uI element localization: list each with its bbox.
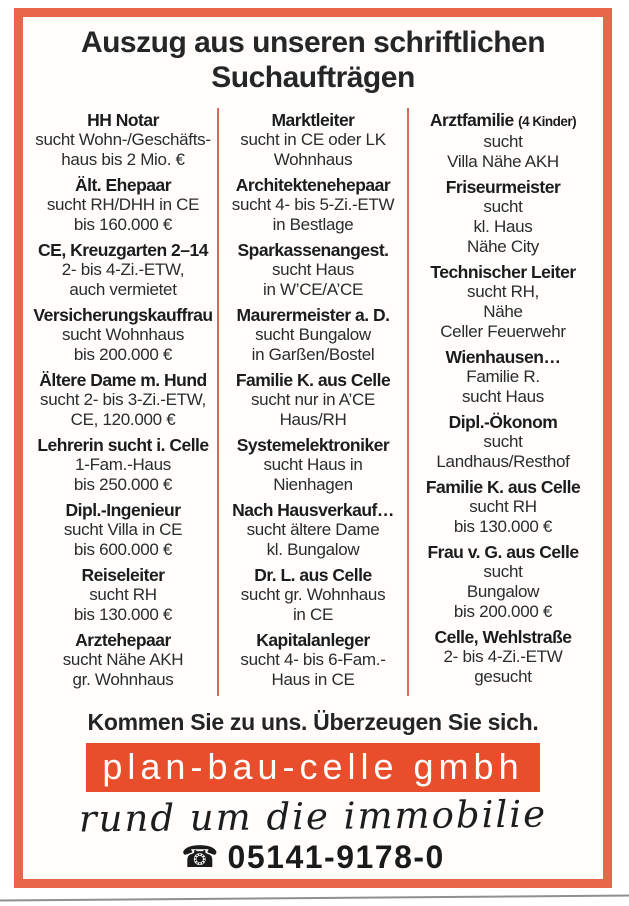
entry-header-text: Celle, Wehlstraße xyxy=(434,627,572,647)
search-entry xyxy=(412,347,594,407)
entry-header-text: Versicherungskauffrau xyxy=(33,305,213,325)
entry-line: sucht Haus xyxy=(271,260,355,279)
entry-header-text: Sparkassenangest. xyxy=(237,240,389,260)
entry-header xyxy=(412,262,594,282)
company-banner-row xyxy=(23,743,603,792)
search-entry xyxy=(412,177,594,257)
entry-header xyxy=(32,175,214,195)
search-entry xyxy=(222,175,404,235)
entry-header-text: CE, Kreuzgarten 2–14 xyxy=(38,240,208,260)
entry-header-text: Nach Hausverkauf… xyxy=(232,500,394,520)
search-entry xyxy=(412,110,594,172)
entry-line: sucht ältere Dame xyxy=(246,520,380,539)
slogan-text: Kommen Sie zu uns. Überzeugen Sie sich. xyxy=(87,709,539,735)
entry-line: sucht 4- bis 6-Fam.- xyxy=(240,650,386,669)
entry-line: sucht xyxy=(483,132,523,151)
column-left xyxy=(29,108,217,696)
phone-number: 05141-9178-0 xyxy=(227,839,445,875)
entry-header-text: Ältere Dame m. Hund xyxy=(39,370,207,390)
entry-line: 2- bis 4-Zi.-ETW, xyxy=(61,260,185,279)
entry-header xyxy=(412,542,594,562)
entry-line: Haus/RH xyxy=(279,410,347,429)
company-tagline: rund um die immobilie xyxy=(78,792,548,841)
entry-line: sucht RH xyxy=(89,585,157,604)
entry-header xyxy=(222,500,404,520)
entry-line: Villa Nähe AKH xyxy=(447,152,559,171)
entry-header xyxy=(222,630,404,650)
entry-line: gesucht xyxy=(474,667,532,686)
entry-header xyxy=(412,627,594,647)
entry-line: in Bestlage xyxy=(272,215,354,234)
entry-line: sucht xyxy=(483,562,523,581)
entry-line: bis 600.000 € xyxy=(73,540,173,559)
column-middle xyxy=(217,108,407,696)
search-entry xyxy=(222,305,404,365)
entry-header-text: Friseurmeister xyxy=(445,177,561,197)
entry-header xyxy=(32,630,214,650)
entry-line: bis 200.000 € xyxy=(73,345,173,364)
entry-line: sucht xyxy=(483,197,523,216)
entry-header xyxy=(412,110,594,132)
entry-line: sucht xyxy=(483,432,523,451)
entry-line: bis 130.000 € xyxy=(73,605,173,624)
entry-header-text: Lehrerin sucht i. Celle xyxy=(37,435,209,455)
entry-header-text: Familie K. aus Celle xyxy=(235,370,391,390)
search-entry xyxy=(412,262,594,342)
entry-line: Nienhagen xyxy=(273,475,353,494)
entry-header xyxy=(222,305,404,325)
entry-line: sucht RH/DHH in CE xyxy=(46,195,200,214)
entry-header-text: Architektenehepaar xyxy=(235,175,391,195)
search-entry xyxy=(412,542,594,622)
entry-line: 2- bis 4-Zi.-ETW xyxy=(443,647,563,666)
column-right xyxy=(407,108,597,696)
search-entry xyxy=(32,110,214,170)
entry-line: auch vermietet xyxy=(69,280,177,299)
entry-line: sucht Wohn-/Geschäfts- xyxy=(35,130,211,149)
search-entry xyxy=(32,630,214,690)
entry-line: CE, 120.000 € xyxy=(70,410,176,429)
entry-header-text: Maurermeister a. D. xyxy=(236,305,390,325)
entry-line: sucht nur in A’CE xyxy=(250,390,376,409)
entry-line: 1-Fam.-Haus xyxy=(75,455,171,474)
ad-border-frame xyxy=(14,8,612,888)
entry-header-text: Marktleiter xyxy=(271,110,355,130)
entry-line: in W’CE/A’CE xyxy=(263,280,363,299)
entry-line: Landhaus/Resthof xyxy=(436,452,570,471)
entry-header-text: Reiseleiter xyxy=(81,565,165,585)
entry-header-text: Arztfamilie xyxy=(429,110,514,130)
entry-line: sucht Bungalow xyxy=(255,325,371,344)
entry-line: bis 250.000 € xyxy=(73,475,173,494)
entry-header-text: Arztehepaar xyxy=(75,630,171,650)
entry-line: Nähe xyxy=(483,302,523,321)
ad-title-line-1: Auszug aus unseren schriftlichen xyxy=(80,26,546,59)
entry-line: Wohnhaus xyxy=(273,150,353,169)
entry-line: sucht RH, xyxy=(467,282,539,301)
entry-header xyxy=(32,110,214,130)
search-entry xyxy=(32,240,214,300)
entry-header xyxy=(412,412,594,432)
entry-line: sucht Haus xyxy=(461,387,545,406)
entry-header xyxy=(222,565,404,585)
entry-header xyxy=(32,565,214,585)
scan-edge-line xyxy=(0,894,629,901)
company-logo-banner: plan-bau-celle gmbh xyxy=(86,743,539,792)
entry-line: Haus in CE xyxy=(271,670,355,689)
entry-line: sucht Nähe AKH xyxy=(62,650,184,669)
entry-line: in CE xyxy=(292,605,334,624)
entry-header-text: Dipl.-Ökonom xyxy=(448,412,558,432)
entry-line: bis 130.000 € xyxy=(453,517,553,536)
entry-line: sucht gr. Wohnhaus xyxy=(240,585,386,604)
entry-line: Familie R. xyxy=(466,367,540,386)
telephone-icon: ☎ xyxy=(181,840,219,874)
entry-line: in Garßen/Bostel xyxy=(251,345,375,364)
entry-header xyxy=(32,500,214,520)
search-entry xyxy=(222,435,404,495)
entry-header xyxy=(222,240,404,260)
entry-line: Celler Feuerwehr xyxy=(440,322,566,341)
entry-line: Nähe City xyxy=(467,237,539,256)
entry-header-text: Technischer Leiter xyxy=(430,262,576,282)
search-entry xyxy=(32,175,214,235)
entry-line: gr. Wohnhaus xyxy=(72,670,174,689)
entry-header xyxy=(32,435,214,455)
search-entry xyxy=(32,435,214,495)
search-entry xyxy=(222,370,404,430)
entry-header-text: Familie K. aus Celle xyxy=(425,477,581,497)
entry-header-text: Dipl.-Ingenieur xyxy=(65,500,181,520)
entry-header xyxy=(32,240,214,260)
entry-line: sucht Haus in xyxy=(263,455,363,474)
search-entry xyxy=(222,110,404,170)
entry-header-suffix: (4 Kinder) xyxy=(518,114,577,129)
entry-header-text: Frau v. G. aus Celle xyxy=(427,542,579,562)
entry-line: sucht Wohnhaus xyxy=(61,325,185,344)
entry-header xyxy=(32,370,214,390)
entry-header xyxy=(222,110,404,130)
ad-title xyxy=(23,25,603,95)
search-entry xyxy=(412,477,594,537)
entry-header xyxy=(222,435,404,455)
entry-header xyxy=(222,370,404,390)
search-entry xyxy=(32,565,214,625)
entry-header xyxy=(32,305,214,325)
entry-line: haus bis 2 Mio. € xyxy=(61,150,185,169)
search-columns xyxy=(29,108,597,696)
ad-title-line-2: Suchaufträgen xyxy=(211,61,415,94)
entry-line: kl. Bungalow xyxy=(266,540,360,559)
entry-header xyxy=(412,177,594,197)
entry-header xyxy=(222,175,404,195)
entry-header-text: Kapitalanleger xyxy=(256,630,370,650)
search-entry xyxy=(32,370,214,430)
entry-line: bis 200.000 € xyxy=(453,602,553,621)
entry-header xyxy=(412,347,594,367)
entry-header xyxy=(412,477,594,497)
entry-header-text: Ält. Ehepaar xyxy=(74,175,172,195)
search-entry xyxy=(222,240,404,300)
phone-row xyxy=(23,839,603,876)
entry-header-text: Dr. L. aus Celle xyxy=(254,565,372,585)
entry-line: sucht Villa in CE xyxy=(63,520,183,539)
entry-line: sucht RH xyxy=(469,497,537,516)
search-entry xyxy=(32,305,214,365)
entry-line: bis 160.000 € xyxy=(73,215,173,234)
entry-line: sucht in CE oder LK xyxy=(240,130,386,149)
search-entry xyxy=(32,500,214,560)
entry-header-text: Systemelektroniker xyxy=(236,435,390,455)
entry-line: sucht 2- bis 3-Zi.-ETW, xyxy=(40,390,206,409)
search-entry xyxy=(222,500,404,560)
search-entry xyxy=(412,412,594,472)
search-entry xyxy=(222,565,404,625)
entry-line: sucht 4- bis 5-Zi.-ETW xyxy=(231,195,395,214)
entry-header-text: HH Notar xyxy=(87,110,159,130)
search-entry xyxy=(412,627,594,687)
entry-header-text: Wienhausen… xyxy=(445,347,561,367)
entry-line: Bungalow xyxy=(466,582,540,601)
search-entry xyxy=(222,630,404,690)
entry-line: kl. Haus xyxy=(473,217,533,236)
